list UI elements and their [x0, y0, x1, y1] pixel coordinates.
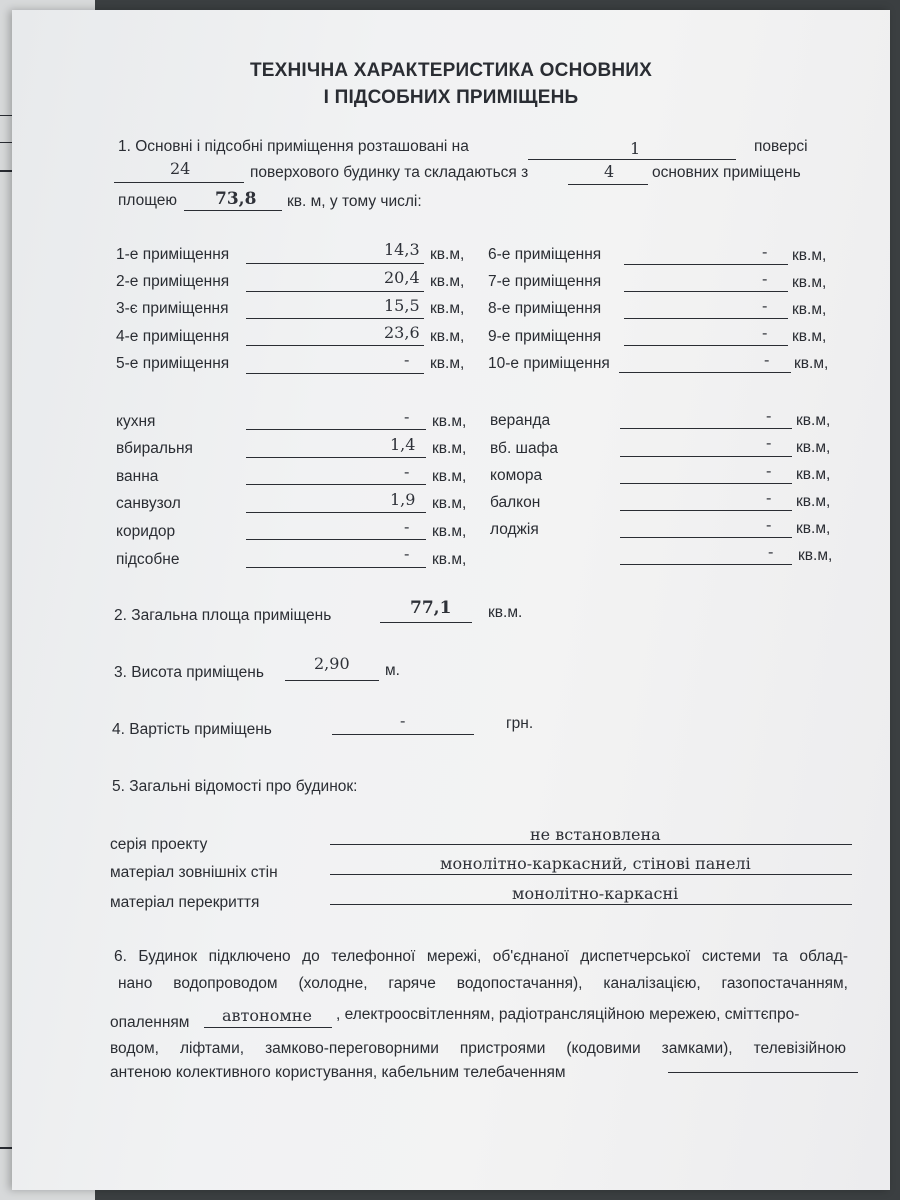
total-area-value: 77,1	[410, 598, 452, 618]
room-line	[624, 318, 788, 319]
aux-room-value: -	[404, 517, 410, 536]
utilities-text: нано водопроводом (холодне, гаряче водопостачання), каналізацією, газопостачанням,	[118, 975, 848, 992]
aux-room-unit: кв.м,	[432, 440, 467, 457]
aux-room-unit: кв.м,	[798, 547, 833, 564]
aux-room-label: санвузол	[116, 495, 181, 512]
utilities-text: опаленням	[110, 1014, 190, 1031]
room-value: -	[762, 242, 768, 261]
aux-room-line	[246, 484, 426, 485]
building-info-label: серія проекту	[110, 836, 208, 853]
room-label: 1-е приміщення	[116, 246, 230, 263]
aux-room-label: вб. шафа	[490, 440, 558, 457]
cost-line	[332, 734, 474, 735]
height-value: 2,90	[314, 654, 350, 673]
room-value: -	[762, 323, 768, 342]
height-line	[285, 680, 379, 681]
room-label: 3-є приміщення	[116, 300, 229, 317]
building-info-label: матеріал зовнішніх стін	[110, 864, 278, 881]
building-info-value: монолітно-каркасні	[512, 884, 679, 903]
room-unit: кв.м,	[430, 300, 465, 317]
aux-room-unit: кв.м,	[432, 551, 467, 568]
room-unit: кв.м,	[430, 273, 465, 290]
total-area-label: 2. Загальна площа приміщень	[114, 607, 332, 624]
aux-room-value: -	[766, 433, 772, 452]
aux-room-value: -	[404, 544, 410, 563]
height-unit: м.	[385, 662, 400, 679]
cost-value: -	[400, 711, 406, 730]
room-unit: кв.м,	[430, 246, 465, 263]
utilities-text: водом, ліфтами, замково-переговорними пристроями (кодовими замками), телевізійною	[110, 1040, 846, 1057]
room-unit: кв.м,	[792, 328, 827, 345]
aux-room-label: кухня	[116, 413, 156, 430]
aux-room-unit: кв.м,	[432, 468, 467, 485]
section1-text: основних приміщень	[652, 164, 801, 181]
total-area-unit: кв.м.	[488, 604, 523, 621]
building-info-label: матеріал перекриття	[110, 894, 260, 911]
room-label: 8-е приміщення	[488, 300, 602, 317]
aux-room-value: 1,4	[390, 435, 416, 454]
aux-room-label: лоджія	[490, 521, 539, 538]
aux-room-value: -	[766, 461, 772, 480]
room-value: 14,3	[384, 240, 420, 259]
room-line	[246, 291, 424, 292]
room-value: 15,5	[384, 296, 420, 315]
total-area-line	[380, 622, 472, 623]
room-label: 5-е приміщення	[116, 355, 230, 372]
aux-room-value: -	[766, 488, 772, 507]
room-unit: кв.м,	[430, 355, 465, 372]
room-label: 2-е приміщення	[116, 273, 230, 290]
aux-room-line	[246, 567, 426, 568]
room-label: 6-е приміщення	[488, 246, 602, 263]
utilities-text: , електроосвітленням, радіотрансляційною мережею, сміттєпро-	[336, 1006, 800, 1023]
room-unit: кв.м,	[792, 274, 827, 291]
room-label: 9-е приміщення	[488, 328, 602, 345]
building-info-line	[330, 844, 852, 845]
room-line	[246, 373, 424, 374]
cost-unit: грн.	[506, 715, 534, 732]
building-info-value: не встановлена	[530, 825, 661, 844]
aux-room-label: вбиральня	[116, 440, 193, 457]
aux-room-label: балкон	[490, 494, 541, 511]
aux-room-unit: кв.м,	[432, 495, 467, 512]
room-line	[246, 318, 424, 319]
room-unit: кв.м,	[794, 355, 829, 372]
room-value: -	[762, 296, 768, 315]
section1-text: поверсі	[754, 138, 808, 155]
room-unit: кв.м,	[792, 301, 827, 318]
aux-room-line	[620, 510, 792, 511]
aux-room-line	[246, 457, 426, 458]
document-title: ТЕХНІЧНА ХАРАКТЕРИСТИКА ОСНОВНИХ	[249, 60, 653, 81]
aux-room-unit: кв.м,	[432, 523, 467, 540]
aux-room-unit: кв.м,	[796, 466, 831, 483]
floors-total-line	[114, 182, 244, 183]
aux-room-label: коридор	[116, 523, 176, 540]
utilities-text: антеною колективного користування, кабельним телебаченням	[110, 1064, 566, 1081]
room-line	[624, 264, 788, 265]
room-label: 7-е приміщення	[488, 273, 602, 290]
aux-room-line	[246, 429, 426, 430]
floors-total-value: 24	[170, 159, 191, 178]
aux-room-value: -	[404, 407, 410, 426]
area-value: 73,8	[215, 189, 257, 209]
section1-text: кв. м, у тому числі:	[287, 193, 422, 210]
aux-room-label: комора	[490, 467, 543, 484]
height-label: 3. Висота приміщень	[114, 664, 264, 681]
aux-room-unit: кв.м,	[796, 520, 831, 537]
section1-text: площею	[118, 192, 178, 209]
aux-room-line	[246, 512, 426, 513]
area-line	[184, 210, 282, 211]
document-page	[12, 10, 890, 1190]
aux-room-unit: кв.м,	[796, 412, 831, 429]
room-line	[624, 345, 788, 346]
room-value: 20,4	[384, 268, 420, 287]
main-rooms-line	[568, 184, 648, 185]
utilities-text: 6. Будинок підключено до телефонної мережі, об'єднаної диспетчерської системи та облад-	[114, 948, 848, 965]
main-rooms-value: 4	[604, 162, 615, 181]
heating-value: автономне	[222, 1006, 312, 1025]
document-subtitle: І ПІДСОБНИХ ПРИМІЩЕНЬ	[323, 87, 579, 108]
room-unit: кв.м,	[792, 247, 827, 264]
aux-room-line	[620, 483, 792, 484]
building-info-value: монолітно-каркасний, стінові панелі	[440, 854, 751, 873]
room-line	[619, 372, 791, 373]
aux-room-line	[246, 539, 426, 540]
heating-line	[204, 1027, 332, 1028]
aux-room-line	[620, 456, 792, 457]
building-info-line	[330, 904, 852, 905]
room-value: -	[762, 269, 768, 288]
room-line	[246, 263, 424, 264]
building-info-line	[330, 874, 852, 875]
aux-room-unit: кв.м,	[796, 493, 831, 510]
room-label: 4-е приміщення	[116, 328, 230, 345]
room-value: -	[404, 350, 410, 369]
section1-text: 1. Основні і підсобні приміщення розташовані на	[118, 138, 469, 155]
aux-room-value: 1,9	[390, 490, 416, 509]
aux-room-value: -	[404, 462, 410, 481]
aux-room-unit: кв.м,	[432, 413, 467, 430]
cable-tv-line	[668, 1072, 858, 1073]
aux-room-label: ванна	[116, 468, 159, 485]
aux-room-label: веранда	[490, 412, 551, 429]
section1-text: поверхового будинку та складаються з	[250, 164, 529, 181]
aux-room-line	[620, 428, 792, 429]
aux-room-value: -	[766, 515, 772, 534]
building-info-heading: 5. Загальні відомості про будинок:	[112, 778, 358, 795]
room-line	[624, 291, 788, 292]
floor-value: 1	[630, 139, 641, 158]
room-value: -	[764, 350, 770, 369]
aux-room-label: підсобне	[116, 551, 180, 568]
aux-room-value: -	[766, 406, 772, 425]
aux-room-unit: кв.м,	[796, 439, 831, 456]
room-label: 10-е приміщення	[488, 355, 610, 372]
aux-room-line	[620, 564, 792, 565]
floor-line	[528, 159, 736, 160]
room-line	[246, 345, 424, 346]
room-value: 23,6	[384, 323, 420, 342]
cost-label: 4. Вартість приміщень	[112, 721, 272, 738]
aux-room-value: -	[768, 542, 774, 561]
aux-room-line	[620, 537, 792, 538]
room-unit: кв.м,	[430, 328, 465, 345]
